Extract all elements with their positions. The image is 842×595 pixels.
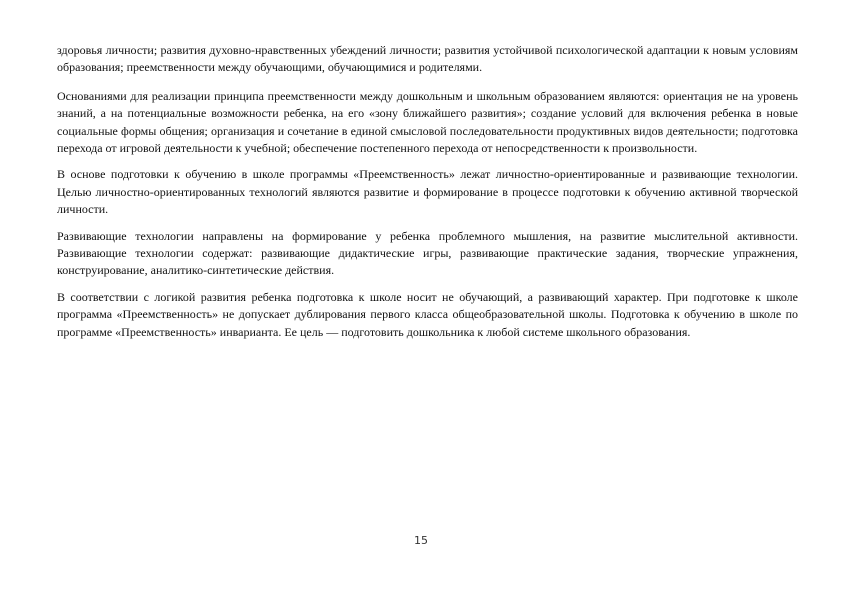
paragraph-continuation: здоровья личности; развития духовно-нравственных убеждений личности; развития устойчивой психологической адаптации к новым условиям образования; преемственности между обучающими, обучающимися и родителями.: [57, 43, 798, 75]
page-body: [57, 42, 798, 350]
paragraph-continuity-foundations: Основаниями для реализации принципа преемственности между дошкольным и школьным образованием являются: ориентация не на уровень знаний, а на потенциальные возможности ребенка, на его «зону ближайшего развития»; создание условий для включения ребенка в новые социальные формы общения; организация и сочетание в единой смысловой последовательности продуктивных видов деятельности; подготовка перехода от игровой деятельности к учебной; обеспечение постепенного перехода от непосредственности к произвольности.: [57, 88, 798, 156]
paragraph-developing-technologies: Развивающие технологии направлены на формирование у ребенка проблемного мышления, на развитие мыслительной активности. Развивающие технологии содержат: развивающие дидактические игры, развивающие практические задания, творческие упражнения, конструирование, аналитико-синтетические действия.: [57, 228, 798, 278]
paragraph-school-preparation: В соответствии с логикой развития ребенка подготовка к школе носит не обучающий, а развивающий характер. При подготовке к школе программа «Преемственность» не допускает дублирования первого класса общеобразовательной школы. Подготовка к обучению в школе по программе «Преемственность» инварианта. Ее цель — подготовить дошкольника к любой системе школьного образования.: [57, 289, 798, 339]
paragraph-program-technologies: В основе подготовки к обучению в школе программы «Преемственность» лежат личностно-ориентированные и развивающие технологии. Целью личностно-ориентированных технологий являются развитие и формирование в процессе подготовки к обучению активной творческой личности.: [57, 167, 798, 217]
page-number: 15: [414, 534, 428, 547]
